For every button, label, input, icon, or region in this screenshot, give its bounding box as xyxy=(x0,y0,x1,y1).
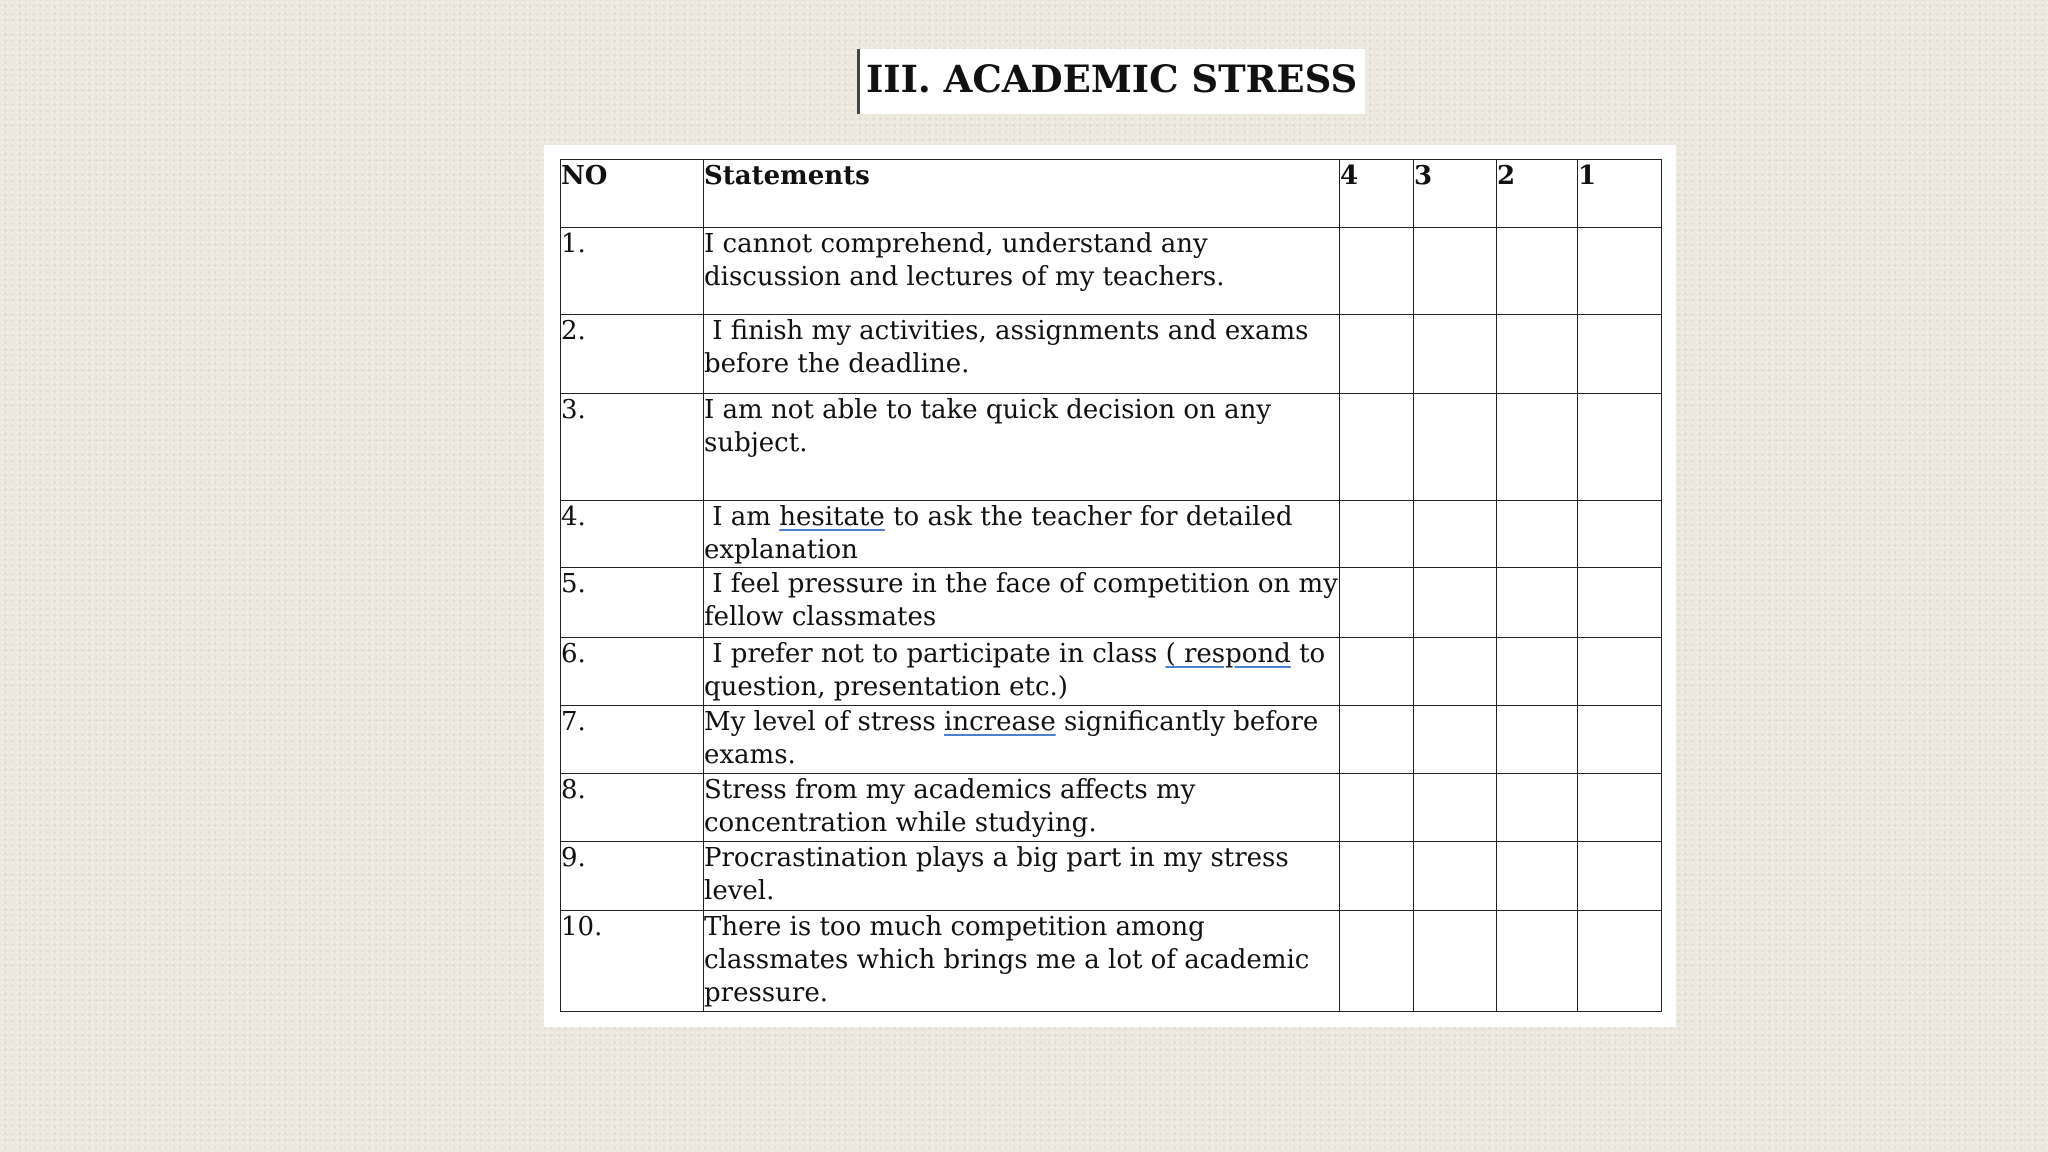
table-row xyxy=(561,842,1662,911)
column-header-scale-4: 4 xyxy=(1340,160,1414,228)
statement-text: I cannot comprehend, understand any discussion and lectures of my teachers. xyxy=(704,228,1340,315)
questionnaire-sheet xyxy=(544,145,1676,1027)
rating-cell-2[interactable] xyxy=(1497,568,1578,638)
rating-cell-2[interactable] xyxy=(1497,228,1578,315)
underlined-word: increase xyxy=(944,707,1056,737)
statement-text xyxy=(704,501,1340,568)
rating-cell-2[interactable] xyxy=(1497,394,1578,501)
column-header-statements: Statements xyxy=(704,160,1340,228)
rating-cell-4[interactable] xyxy=(1340,638,1414,706)
rating-cell-2[interactable] xyxy=(1497,911,1578,1012)
rating-cell-2[interactable] xyxy=(1497,774,1578,842)
statement-text-part: to ask the teacher for detailed explanation xyxy=(704,502,1301,565)
rating-cell-1[interactable] xyxy=(1578,774,1662,842)
statement-text-part: I am xyxy=(704,502,780,532)
row-number: 1. xyxy=(561,228,704,315)
column-header-scale-1: 1 xyxy=(1578,160,1662,228)
rating-cell-1[interactable] xyxy=(1578,394,1662,501)
rating-cell-4[interactable] xyxy=(1340,228,1414,315)
rating-cell-3[interactable] xyxy=(1414,706,1497,774)
row-number: 2. xyxy=(561,315,704,394)
table-row xyxy=(561,501,1662,568)
row-number: 8. xyxy=(561,774,704,842)
rating-cell-1[interactable] xyxy=(1578,568,1662,638)
rating-cell-2[interactable] xyxy=(1497,315,1578,394)
rating-cell-3[interactable] xyxy=(1414,774,1497,842)
rating-cell-2[interactable] xyxy=(1497,501,1578,568)
rating-cell-4[interactable] xyxy=(1340,394,1414,501)
column-header-no: NO xyxy=(561,160,704,228)
statement-text-part: significantly before exams. xyxy=(704,707,1327,770)
table-row xyxy=(561,394,1662,501)
rating-cell-4[interactable] xyxy=(1340,706,1414,774)
table-row xyxy=(561,568,1662,638)
rating-cell-4[interactable] xyxy=(1340,911,1414,1012)
row-number: 7. xyxy=(561,706,704,774)
table-row xyxy=(561,315,1662,394)
statement-text: There is too much competition among classmates which brings me a lot of academic pressure. xyxy=(704,911,1340,1012)
rating-cell-3[interactable] xyxy=(1414,315,1497,394)
rating-cell-2[interactable] xyxy=(1497,706,1578,774)
statement-text xyxy=(704,638,1340,706)
underlined-word: hesitate xyxy=(779,502,885,532)
table-row xyxy=(561,638,1662,706)
column-header-scale-3: 3 xyxy=(1414,160,1497,228)
statement-text-part: I prefer not to participate in class xyxy=(704,639,1166,669)
rating-cell-1[interactable] xyxy=(1578,911,1662,1012)
statement-text: Procrastination plays a big part in my stress level. xyxy=(704,842,1340,911)
rating-cell-3[interactable] xyxy=(1414,911,1497,1012)
table-row xyxy=(561,774,1662,842)
table-row xyxy=(561,228,1662,315)
academic-stress-table xyxy=(560,159,1662,1012)
rating-cell-3[interactable] xyxy=(1414,842,1497,911)
rating-cell-3[interactable] xyxy=(1414,638,1497,706)
rating-cell-1[interactable] xyxy=(1578,842,1662,911)
row-number: 3. xyxy=(561,394,704,501)
statement-text: I am not able to take quick decision on any subject. xyxy=(704,394,1340,501)
statement-text xyxy=(704,706,1340,774)
rating-cell-3[interactable] xyxy=(1414,394,1497,501)
section-title: III. ACADEMIC STRESS xyxy=(866,57,1358,101)
statement-text-part: to question, presentation etc.) xyxy=(704,639,1334,702)
row-number: 5. xyxy=(561,568,704,638)
row-number: 6. xyxy=(561,638,704,706)
header-row xyxy=(561,160,1662,228)
statement-text-part: My level of stress xyxy=(704,707,945,737)
row-number: 9. xyxy=(561,842,704,911)
underlined-word: ( respond xyxy=(1165,639,1291,669)
rating-cell-3[interactable] xyxy=(1414,501,1497,568)
section-title-box xyxy=(857,49,1365,114)
rating-cell-2[interactable] xyxy=(1497,638,1578,706)
rating-cell-4[interactable] xyxy=(1340,842,1414,911)
rating-cell-3[interactable] xyxy=(1414,568,1497,638)
rating-cell-1[interactable] xyxy=(1578,706,1662,774)
statement-text: I finish my activities, assignments and exams before the deadline. xyxy=(704,315,1340,394)
rating-cell-1[interactable] xyxy=(1578,501,1662,568)
column-header-scale-2: 2 xyxy=(1497,160,1578,228)
rating-cell-4[interactable] xyxy=(1340,315,1414,394)
statement-text: I feel pressure in the face of competition on my fellow classmates xyxy=(704,568,1340,638)
rating-cell-1[interactable] xyxy=(1578,315,1662,394)
statement-text: Stress from my academics affects my concentration while studying. xyxy=(704,774,1340,842)
rating-cell-4[interactable] xyxy=(1340,568,1414,638)
rating-cell-2[interactable] xyxy=(1497,842,1578,911)
row-number: 4. xyxy=(561,501,704,568)
rating-cell-1[interactable] xyxy=(1578,638,1662,706)
table-row xyxy=(561,706,1662,774)
rating-cell-4[interactable] xyxy=(1340,501,1414,568)
rating-cell-1[interactable] xyxy=(1578,228,1662,315)
row-number: 10. xyxy=(561,911,704,1012)
rating-cell-4[interactable] xyxy=(1340,774,1414,842)
rating-cell-3[interactable] xyxy=(1414,228,1497,315)
table-row xyxy=(561,911,1662,1012)
